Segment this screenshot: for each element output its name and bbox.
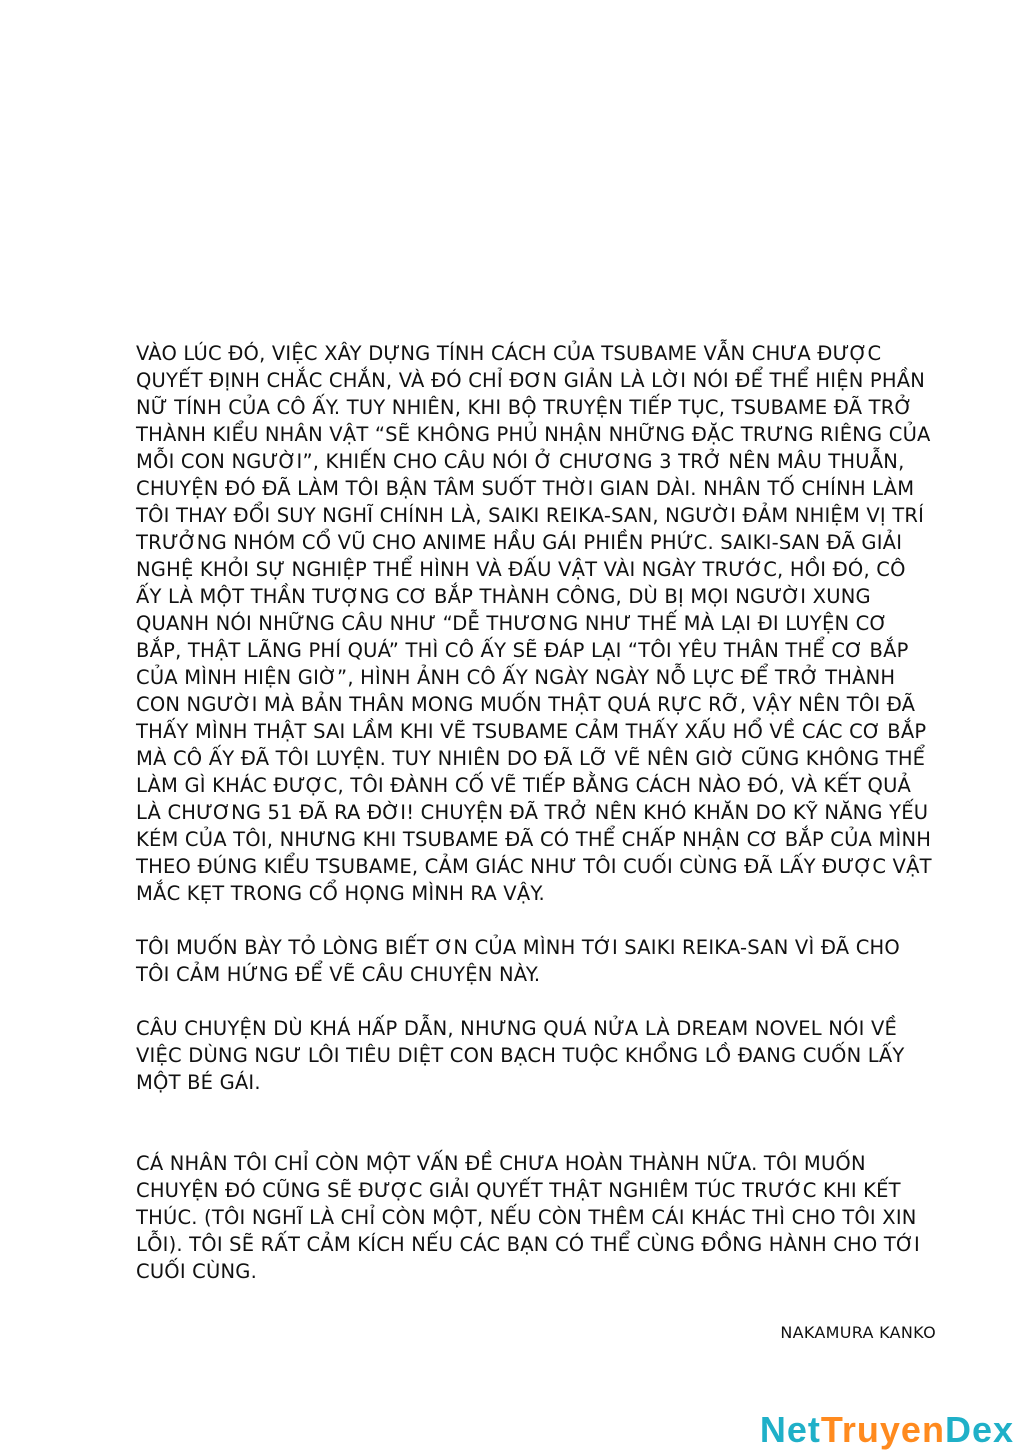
paragraph-4: CÁ NHÂN TÔI CHỈ CÒN MỘT VẤN ĐỀ CHƯA HOÀN THÀNH NỮA. TÔI MUỐN CHUYỆN ĐÓ CŨNG SẼ ĐƯỢC GIẢI QUYẾT THẬT NGHIÊM TÚC TRƯỚC KHI KẾT THÚC. (TÔI NGHĨ LÀ CHỈ CÒN MỘT, NẾU CÒN THÊM CÁI KHÁC THÌ CHO TÔI XIN LỖI). TÔI SẼ RẤT CẢM KÍCH NẾU CÁC BẠN CÓ THỂ CÙNG ĐỒNG HÀNH CHO TỚI CUỐI CÙNG. (136, 1152, 920, 1283)
paragraph-2: TÔI MUỐN BÀY TỎ LÒNG BIẾT ƠN CỦA MÌNH TỚI SAIKI REIKA-SAN VÌ ĐÃ CHO TÔI CẢM HỨNG ĐỂ VẼ CÂU CHUYỆN NÀY. (136, 936, 900, 986)
watermark-part-dex: Dex (944, 1409, 1014, 1450)
site-watermark-logo (760, 1408, 1014, 1452)
paragraph-1: VÀO LÚC ĐÓ, VIỆC XÂY DỰNG TÍNH CÁCH CỦA TSUBAME VẪN CHƯA ĐƯỢC QUYẾT ĐỊNH CHẮC CHẮN, VÀ ĐÓ CHỈ ĐƠN GIẢN LÀ LỜI NÓI ĐỂ THỂ HIỆN PHẦN NỮ TÍNH CỦA CÔ ẤY. TUY NHIÊN, KHI BỘ TRUYỆN TIẾP TỤC, TSUBAME ĐÃ TRỞ THÀNH KIỂU NHÂN VẬT “SẼ KHÔNG PHỦ NHẬN NHỮNG ĐẶC TRƯNG RIÊNG CỦA MỖI CON NGƯỜI”, KHIẾN CHO CÂU NÓI Ở CHƯƠNG 3 TRỞ NÊN MÂU THUẪN, CHUYỆN ĐÓ ĐÃ LÀM TÔI BẬN TÂM SUỐT THỜI GIAN DÀI. NHÂN TỐ CHÍNH LÀM TÔI THAY ĐỔI SUY NGHĨ CHÍNH LÀ, SAIKI REIKA-SAN, NGƯỜI ĐẢM NHIỆM VỊ TRÍ TRƯỞNG NHÓM CỔ VŨ CHO ANIME HẦU GÁI PHIỀN PHỨC. SAIKI-SAN ĐÃ GIẢI NGHỆ KHỎI SỰ NGHIỆP THỂ HÌNH VÀ ĐẤU VẬT VÀI NGÀY TRƯỚC, HỒI ĐÓ, CÔ ẤY LÀ MỘT THẦN TƯỢNG CƠ BẮP THÀNH CÔNG, DÙ BỊ MỌI NGƯỜI XUNG QUANH NÓI NHỮNG CÂU NHƯ “DỄ THƯƠNG NHƯ THẾ MÀ LẠI ĐI LUYỆN CƠ BẮP, THẬT LÃNG PHÍ QUÁ” THÌ CÔ ẤY SẼ ĐÁP LẠI “TÔI YÊU THÂN THỂ CƠ BẮP CỦA MÌNH HIỆN GIỜ”, HÌNH ẢNH CÔ ẤY NGÀY NGÀY NỖ LỰC ĐỂ TRỞ THÀNH CON NGƯỜI MÀ BẢN THÂN MONG MUỐN THẬT QUÁ RỰC RỠ, VẬY NÊN TÔI ĐÃ THẤY MÌNH THẬT SAI LẦM KHI VẼ TSUBAME CẢM THẤY XẤU HỔ VỀ CÁC CƠ BẮP MÀ CÔ ẤY ĐÃ TÔI LUYỆN. TUY NHIÊN DO ĐÃ LỠ VẼ NÊN GIỜ CŨNG KHÔNG THỂ LÀM GÌ KHÁC ĐƯỢC, TÔI ĐÀNH CỐ VẼ TIẾP BẰNG CÁCH NÀO ĐÓ, VÀ KẾT QUẢ LÀ CHƯƠNG 51 ĐÃ RA ĐỜI! CHUYỆN ĐÃ TRỞ NÊN KHÓ KHĂN DO KỸ NĂNG YẾU KÉM CỦA TÔI, NHƯNG KHI TSUBAME ĐÃ CÓ THỂ CHẤP NHẬN CƠ BẮP CỦA MÌNH THEO ĐÚNG KIỂU TSUBAME, CẢM GIÁC NHƯ TÔI CUỐI CÙNG ĐÃ LẤY ĐƯỢC VẬT MẮC KẸT TRONG CỔ HỌNG MÌNH RA VẬY. (136, 342, 932, 905)
afterword-body (136, 340, 936, 1285)
watermark-part-net: Net (759, 1409, 821, 1450)
paragraph-3: CÂU CHUYỆN DÙ KHÁ HẤP DẪN, NHƯNG QUÁ NỬA LÀ DREAM NOVEL NÓI VỀ VIỆC DÙNG NGƯ LÔI TIÊU DIỆT CON BẠCH TUỘC KHỔNG LỒ ĐANG CUỐN LẤY MỘT BÉ GÁI. (136, 1017, 905, 1094)
author-signature: NAKAMURA KANKO (780, 1323, 936, 1342)
watermark-part-truyen: Truyen (820, 1409, 945, 1450)
